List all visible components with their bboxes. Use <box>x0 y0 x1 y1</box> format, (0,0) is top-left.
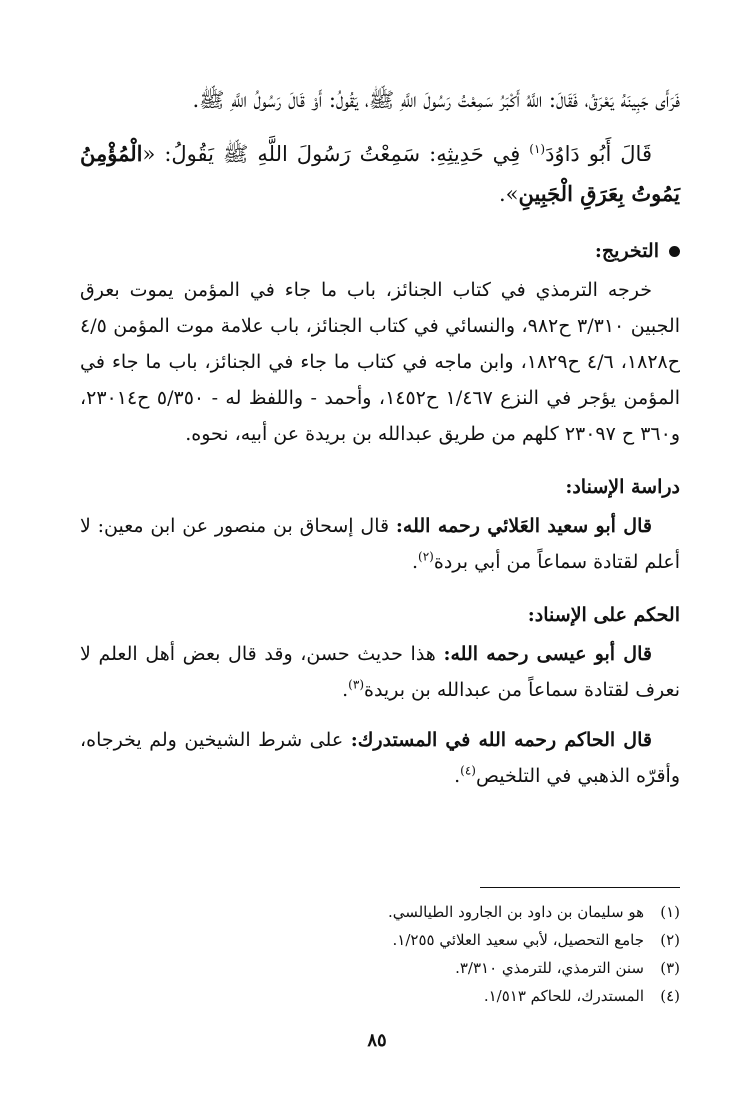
abu-dawud-mid: فِي حَدِيثِهِ: سَمِعْتُ رَسُولَ اللَّهِ ﷺ يَقُولُ: « <box>142 142 530 166</box>
footnote-ref-2[interactable]: (٢) <box>418 549 434 564</box>
abu-dawud-pre: قَالَ أَبُو دَاوُدَ <box>545 142 652 166</box>
footnote-item <box>80 982 680 1010</box>
footnote-number: (٣) <box>660 959 680 977</box>
footnote-divider <box>480 887 680 888</box>
footnote-item <box>80 926 680 954</box>
hukm-heading: الحكم على الإسناد: <box>527 604 680 626</box>
footnote-text: هو سليمان بن داود بن الجارود الطيالسي. <box>387 903 644 921</box>
abu-dawud-end: ». <box>498 182 519 206</box>
bullet-icon <box>669 246 680 257</box>
hukm-p1-bold: قال أبو عيسى رحمه الله: <box>443 643 652 665</box>
hukm-text-1 <box>80 636 680 708</box>
takhrij-heading <box>80 234 680 268</box>
abu-dawud-quote: الْمُؤْمِنُ يَمُوتُ بِعَرَقِ الْجَبِينِ <box>80 141 680 206</box>
hukm-p1-body: هذا حديث حسن، وقد قال بعض أهل العلم لا نعرف لقتادة سماعاً من عبدالله بن بريدة <box>80 643 680 701</box>
hadith-abu-dawud <box>80 134 680 214</box>
footnote-text: المستدرك، للحاكم ١/٥١٣. <box>483 987 644 1005</box>
dirasa-heading: دراسة الإسناد: <box>565 476 680 498</box>
footnote-ref-3[interactable]: (٣) <box>348 677 364 692</box>
dirasa-end: . <box>411 551 419 573</box>
hadith-text-1: فَرَأَى جَبِينَهُ يَعْرَقُ، فَقَالَ: اللَّهُ أَكْبَرُ سَمِعْتُ رَسُولَ اللَّهِ ﷺ، يَقُولُ: أَوْ قَالَ رَسُولُ اللَّهِ ﷺ. <box>192 88 680 112</box>
hukm-p2-bold: قال الحاكم رحمه الله في المستدرك: <box>350 729 652 751</box>
footnote-item <box>80 954 680 982</box>
footnotes <box>80 898 680 1010</box>
takhrij-heading-label: التخريج: <box>594 240 659 262</box>
footnote-number: (٢) <box>660 931 680 949</box>
hukm-p2-end: . <box>454 765 461 787</box>
footnote-ref-4[interactable]: (٤) <box>460 763 476 778</box>
page-number: ٨٥ <box>367 1030 387 1051</box>
hukm-p2-body: على شرط الشيخين ولم يخرجاه، وأقرّه الذهبي في التلخيص <box>80 729 680 787</box>
takhrij-text: خرجه الترمذي في كتاب الجنائز، باب ما جاء في المؤمن يموت بعرق الجبين ٣/٣١٠ ح٩٨٢، والنسائي في كتاب الجنائز، باب علامة موت المؤمن ٤/٥ ح١٨٢٨، ٤/٦ ح١٨٢٩، وابن ماجه في كتاب ما جاء في الجنائز، باب ما جاء في المؤمن يؤجر في النزع ١/٤٦٧ ح١٤٥٢، وأحمد - واللفظ له - ٥/٣٥٠ ح٢٣٠١٤، و٣٦٠ ح ٢٣٠٩٧ كلهم من طريق عبدالله بن بريدة عن أبيه، نحوه. <box>80 279 681 445</box>
footnote-text: سنن الترمذي، للترمذي ٣/٣١٠. <box>455 959 644 977</box>
dirasa-bold: قال أبو سعيد العَلائي رحمه الله: <box>395 515 652 537</box>
hukm-text-2 <box>80 722 680 794</box>
footnote-ref-1[interactable]: (١) <box>529 142 546 156</box>
hukm-p1-end: . <box>342 679 349 701</box>
dirasa-body: قال إسحاق بن منصور عن ابن معين: لا أعلم لقتادة سماعاً من أبي بردة <box>80 515 680 573</box>
footnote-number: (١) <box>660 903 680 921</box>
footnote-number: (٤) <box>660 987 680 1005</box>
footnote-text: جامع التحصيل، لأبي سعيد العلائي ١/٢٥٥. <box>392 931 644 949</box>
footnote-item <box>80 898 680 926</box>
dirasa-text <box>80 508 680 580</box>
